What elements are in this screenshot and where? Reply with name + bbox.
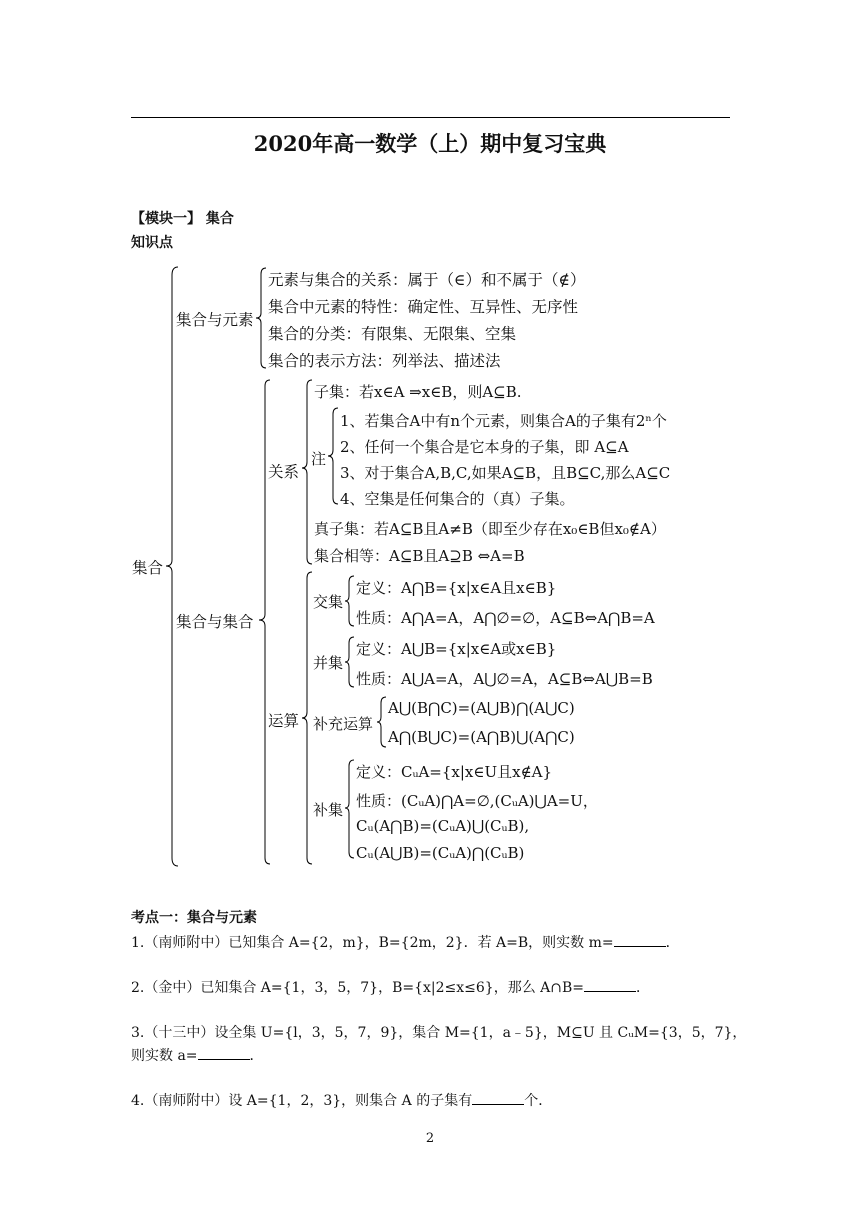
answer-blank[interactable] [614,945,666,947]
question-text: 则实数 a= [131,1048,198,1064]
subset-definition: 子集：若x∈A ⇒x∈B，则A⊆B. [314,383,522,401]
note-item: 4、空集是任何集合的（真）子集。 [340,490,575,508]
question-text: 1.（南师附中）已知集合 A={2，m}，B={2m，2}．若 A=B，则实数 m= [131,935,614,951]
complement-label: 补集 [313,801,344,819]
question-3-line2 [131,1045,264,1065]
group1-item: 集合的分类：有限集、无限集、空集 [268,325,517,343]
module-heading: 【模块一】 集合 [131,211,234,227]
brace-group1 [256,268,266,368]
group1-item: 元素与集合的关系：属于（∈）和不属于（∉） [268,271,586,289]
brace-operation [302,572,312,864]
knowledge-heading: 知识点 [131,235,173,251]
note-item: 1、若集合A中有n个元素，则集合A的子集有2ⁿ个 [340,412,667,430]
question-end: 个． [524,1093,553,1109]
proper-subset-definition: 真子集：若A⊆B且A≠B（即至少存在x₀∈B但x₀∉A） [314,520,666,538]
brace-group2 [259,380,270,864]
group1-item: 集合中元素的特性：确定性、互异性、无序性 [268,298,579,316]
brace-supplement [377,697,386,747]
brace-note [328,408,338,504]
brace-intersection [345,576,354,626]
answer-blank[interactable] [198,1058,250,1060]
page-title: 2020年高一数学（上）期中复习宝典 [253,131,607,156]
question-3-line1: 3.（十三中）设全集 U={l，3，5，7，9}，集合 M={1，a﹣5}，M⊆U 且 CᵤM={3，5，7}， [131,1025,747,1041]
operation-label: 运算 [268,712,300,730]
complement-line: Cᵤ(A⋂B)=(CᵤA)⋃(CᵤB), [356,817,530,835]
union-label: 并集 [313,654,344,672]
intersection-label: 交集 [313,593,344,611]
relation-label: 关系 [268,463,300,481]
complement-line: 定义：CᵤA={x|x∈U且x∉A} [356,763,553,781]
answer-blank[interactable] [584,990,636,992]
brace-root [166,267,178,866]
set-equality-definition: 集合相等：A⊆B且A⊇B ⇔A=B [314,547,525,565]
brace-union [345,637,354,687]
intersection-definition: 定义：A⋂B={x|x∈A且x∈B} [356,579,557,597]
question-2 [131,977,650,997]
brace-complement [345,760,354,858]
intersection-properties: 性质：A⋂A=A，A⋂∅=∅，A⊆B⇔A⋂B=A [356,609,655,627]
answer-blank[interactable] [472,1103,524,1105]
group2-label: 集合与集合 [176,613,254,631]
complement-line: Cᵤ(A⋃B)=(CᵤA)⋂(CᵤB) [356,844,525,862]
group1-label: 集合与元素 [176,311,254,329]
supplement-line: A⋂(B⋃C)=(A⋂B)⋃(A⋂C) [388,728,575,746]
group1-item: 集合的表示方法：列举法、描述法 [268,352,501,370]
tree-root-label: 集合 [132,559,164,577]
question-1 [131,932,680,952]
complement-line: 性质：(CᵤA)⋂A=∅,(CᵤA)⋃A=U， [356,792,598,810]
question-4 [131,1090,552,1110]
note-item: 3、对于集合A,B,C,如果A⊆B，且B⊆C,那么A⊆C [340,464,671,482]
brace-relation [302,380,312,564]
exam-point-heading: 考点一：集合与元素 [131,910,257,926]
note-label: 注 [311,450,327,468]
page-number: 2 [425,1131,435,1146]
union-definition: 定义：A⋃B={x|x∈A或x∈B} [356,640,557,658]
question-end: ． [636,980,651,996]
note-item: 2、任何一个集合是它本身的子集，即 A⊆A [340,438,629,456]
supplement-line: A⋃(B⋂C)=(A⋃B)⋂(A⋃C) [388,699,575,717]
question-end: ． [249,1048,264,1064]
question-text: 4.（南师附中）设 A={1，2，3}，则集合 A 的子集有 [131,1093,473,1109]
supplement-label: 补充运算 [313,715,374,733]
question-text: 2.（金中）已知集合 A={1，3，5，7}，B={x|2≤x≤6}，那么 A∩B= [131,980,585,996]
union-properties: 性质：A⋃A=A，A⋃∅=A，A⊆B⇔A⋃B=B [356,670,653,688]
question-end: ． [665,935,680,951]
